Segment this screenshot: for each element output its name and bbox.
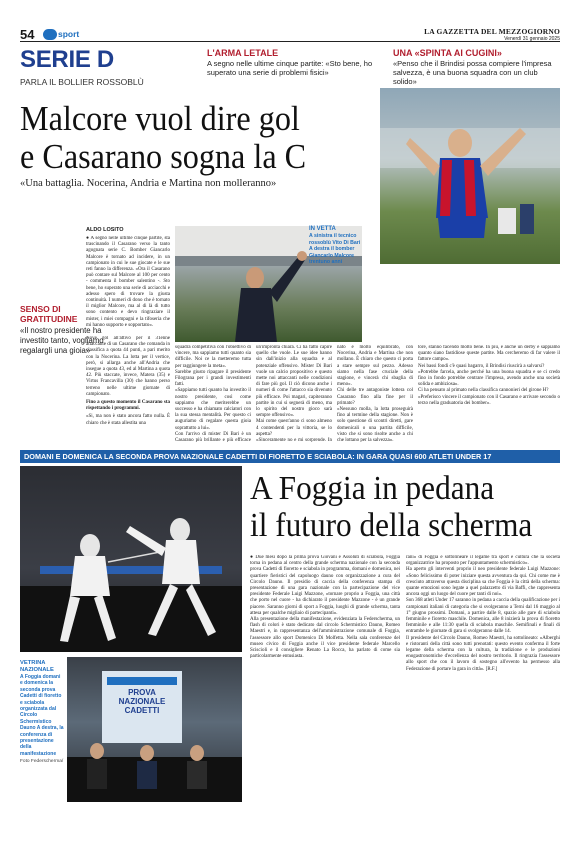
subheadline: «Una battaglia. Nocerina, Andria e Martina non molleranno» bbox=[20, 178, 277, 189]
article-col-1-question: Fino a questo momento il Casarano sta rispettando i programmi. bbox=[86, 400, 170, 412]
section-subtitle: PARLA IL BOLLIER ROSSOBLÙ bbox=[20, 77, 144, 87]
poster-line-1: PROVA bbox=[128, 688, 156, 697]
article-col-1-left bbox=[20, 394, 82, 446]
caption-box bbox=[309, 226, 361, 266]
fencing-caption-text: A Foggia domani e domenica la seconda prova Cadetti di fioretto e sciabola organizzata dal Circolo Schermistico Dauno A destra, la conferenza di presentazione della manifestazione bbox=[20, 674, 64, 757]
article-col-2-text: squadra competitiva con l'obiettivo di vincere, ma sappiamo tutti quanto sia difficile. Noi ce la metteremo tutta per raggiungere la meta». Sarebbe giusto ripagare il presidente Filograna per i grandi investimenti fatti. «Sappiamo tutti quanto ha investito il nostro presidente, così come sappiamo che meriterebbe un successo e ha chiamato calciatori con la sua stessa mentalità. Per questo ci auguriamo di regalare questa gioia soprattutto a lui». Con l'arrivo di mister Di Bari è un Casarano più brillante e più efficace bbox=[175, 345, 251, 443]
article-col-4 bbox=[337, 345, 413, 443]
fencing-headline bbox=[250, 470, 560, 544]
article-col-5 bbox=[418, 345, 560, 443]
section-label: sport bbox=[58, 29, 80, 39]
headline-line-2: e Casarano sogna la C bbox=[20, 137, 307, 176]
headline-line-1: Malcore vuol dire gol bbox=[20, 99, 300, 138]
photo-press-conference bbox=[67, 657, 242, 802]
fencing-col-2 bbox=[406, 555, 560, 805]
poster-line-3: CADETTI bbox=[124, 706, 160, 715]
article-col-1-text-d: «Si, ma non è stato ancora fatto nulla. È chiaro che è stata allestita una bbox=[86, 414, 170, 426]
quote-right-text: «Penso che il Brindisi possa compiere l'impresa salvezza, è una buona squadra con un club solido» bbox=[393, 59, 552, 86]
fencing-headline-line-2: il futuro della scherma bbox=[250, 507, 533, 544]
section-banner bbox=[20, 450, 560, 463]
quote-right-label: UNA «SPINTA AI CUGINI» bbox=[393, 48, 502, 58]
article-col-5-text: tore, stanno facendo molto bene. In più, è anche un derby e sappiamo quanto siano fastidiose queste partite. Ma cercheremo di far valere il fattore campo». Nei bassi fondi c'è quasi bagarro, il Brindisi riuscirà a salvarsi? «Potrebbe farcela, anche perché ha una buona squadra e se ci credo fino in fondo potrebbe centrare l'impresa, avendo anche una società solida e ambiziosa». Ci ha pensato al primato nella classifica cannonieri del girone H? «Preferisco vincere il campionato con il Casarano e arrivare secondo o terzo nella graduatoria dei bomber». bbox=[418, 345, 560, 406]
article-col-1-text-b: Nove gol all'attivo per il 31enne attaccante di un Casarano che comanda in classifica a quota 44 punti, a pari merito con la Nocerina. La lotta per il vertice, però, si allarga anche all'Andria che insegue a quota 43, ed al Martina a quota 42. Più staccate, invece, Matera (35) e Virtus Francavilla (30) che hanno perso terreno nelle ultime giornate di campionato. bbox=[86, 336, 170, 397]
article-col-2 bbox=[175, 345, 251, 443]
photo-fencing bbox=[20, 466, 242, 652]
article-col-3-text: un'impronta chiara. Ci ha fatto capire quello che vuole. Le sue idee hanno sin dall'inizio alla squadra e al potenziale offensivo. Mister Di Bari vuole un calcio propositivo e questo mette noi attaccanti nelle condizioni di fare più gol. Il ciò dicono anche i numeri di come l'attacco sia divenuto più efficace. Poi magari, capiteranno partite in cui si segnerà di meno, ma lo spirito del nostro gioco sarà sempre offensivo». Mai come quest'anno ci sono almeno 4 contendenti per la vittoria, se lo aspetta? «Sinceramente no e mi sorprende. In bbox=[256, 345, 332, 443]
quote-left-label: L'ARMA LETALE bbox=[207, 48, 279, 58]
section-title: SERIE D bbox=[20, 46, 114, 73]
quote-left-text: A segno nelle ultime cinque partite: «Sto bene, ho superato una serie di problemi fisici» bbox=[207, 59, 373, 77]
poster-text bbox=[111, 688, 173, 715]
fencing-headline-line-1: A Foggia in pedana bbox=[250, 470, 495, 507]
fencing-col-1-text: ● Due mesi dopo la prima prova Giovani e Assoluti di sciabola, Foggia torna in pedana al centro della grande scherma nazionale con la seconda prova Cadetti di fioretto e sciabola in programma, domani e domenica, nei quartiere fieristici del capoluogo dauno con organizzazione a cura del Circolo Dauno. Il presidio di caccia della conferenza stampa di presentazione di una gara nazionale con la partecipazione del vice presidente Federale Luigi Mazzone, «tornare proprio a Foggia, una città che porto nel cuore - ha dichiarato il presidente Mazzone - è un grande piacere. Saranno giorni di sport a Foggia, luoghi di grande scherma, tanta attesa per qualche migliaio di partecipanti». Alla presentazione della manifestazione, evidenziata la Federscherma, un flash di colori è stato dedicato dal circolo Schermistico Dauno, Romeo Maestri e, in rappresentanza dell'amministrazione comunale di Foggia, l'assessore allo sport Domenico Di Molfetta. Nella sala conferenze del museo civico di Foggia anche il vice presidente federale Marcello Sciscioli e il consigliere Renato La Rocca, ha parlato di come sia particolarmente entusiasta. bbox=[250, 555, 400, 660]
page-header bbox=[20, 28, 560, 42]
page-number: 54 bbox=[20, 27, 35, 42]
article-col-1-text-a: ● A segno nelle ultime cinque partite, sta trascinando il Casarano verso la tanto agognata serie C. Bomber Giancarlo Malcore è tornato ad incidere, in un campionato in cui le sue giocate e le sue reti fanno la differenza. «Ora il Casarano può contare sul Malcore al 100 per cento - commenta il bomber salentino -. Sto bene, ho superato una serie di acciacchi e adesso spero di trovare la giusta continuità. I numeri di dono che è tornato il miglior Malcore, ma al di là di tutto sono contento e devo ringraziare il mister, i miei compagni e la tifoseria che mi hanno supporto e sopportato». bbox=[86, 236, 170, 328]
fencing-caption bbox=[20, 660, 64, 765]
photo-malcore bbox=[380, 88, 560, 264]
gratitude-title: SENSO DI GRATITUDINE bbox=[20, 304, 78, 324]
page-date: Venerdì 31 gennaio 2025 bbox=[504, 35, 560, 42]
fencing-caption-label: VETRINA NAZIONALE bbox=[20, 660, 54, 673]
byline: ALDO LOSITO bbox=[86, 227, 124, 233]
fencing-photo-credit: Foto Federscherma/ bbox=[20, 759, 64, 765]
masthead: LA GAZZETTA DEL MEZZOGIORNO bbox=[424, 27, 560, 36]
caption-label: IN VETTA bbox=[309, 226, 336, 232]
gratitude-text: «Il nostro presidente ha investito tanto, vogliamo regalargli una gioia» bbox=[20, 326, 104, 355]
section-banner-text: DOMANI E DOMENICA LA SECONDA PROVA NAZIONALE CADETTI DI FIORETTO E SCIABOLA: IN GARA QUASI 600 ATLETI UNDER 17 bbox=[24, 452, 492, 461]
headline bbox=[20, 100, 360, 176]
fencing-col-1 bbox=[250, 555, 400, 805]
photo-press-conference-art bbox=[67, 657, 242, 802]
article-col-4-text: nato è molto equilibrato, con Nocerina, Andria e Martina che non mollano. È chiaro che questo ci porta a stare sempre sul pezzo. Adesso siamo nella fase cruciale della stagione, e vincerà chi sbaglia di meno». Chi delle tre antagoniste lottera col Casarano fino alla fine per il primato? «Nessuno molla, la lotta proseguirà fino al termine della stagione. Non è solo questione di scontri diretti, gare domenicali o una partita difficile, visto che si sono risolte anche a chi che lottano per la salvezza». bbox=[337, 345, 413, 443]
poster-line-2: NAZIONALE bbox=[118, 697, 166, 706]
section-badge bbox=[43, 29, 57, 40]
article-col-3 bbox=[256, 345, 332, 443]
photo-fencing-art bbox=[20, 466, 242, 652]
article-col-1-bottom bbox=[86, 336, 170, 446]
caption-text: A sinistra il tecnico rossoblù Vito Di Bari A destra il bomber Giancarlo Malcore trentuno anni bbox=[309, 233, 361, 266]
photo-malcore-art bbox=[380, 88, 560, 264]
fencing-col-2-text: rani» di Foggia e sottolineare il legame tra sport e cultura che la società organizzatrice ha proposto per l'appuntamento schermistico». Ha aperto gli interventi proprio il neo presidente federale Luigi Mazzone: «Sono felicissimo di poter iniziare questa avventura da qui. Chi come me è cresciuto attraverso questa disciplina sa che Foggia è la città della scherma: quante emozioni sono legate a quel palazzetto di via Baffi, che rappresenta ancora oggi un luogo del cuore per tanti di noi». Son 368 atleti Under 17 saranno in pedana a caccia della qualificazione per i campionati italiani di categoria che si svolgeranno a Terni dal 16 maggio al 1° giugno prossimi. Domani, a partire dalle 8, spazio alle gare di sciabola femminile e fioretto maschile. Domenica, alle 8 inizierà la prova di fioretto femminile e alle 11:30 quella di sciabola maschile. Semifinali e finali di entrambe le giornate di gara si svolgeranno dalle 14. Il presidente del Circolo Dauno, Romeo Maestri, ha sottolineato: «Alberghi e ristoranti della città sono tutti prenotati: questo evento conferma il forte legame della scherma con la cultura, la tradizione e le produzioni enogastronomiche d'eccellenza del nostro territorio. Il ringrazia l'assessore allo sport che con il lavoro di sostegno all'evento ha permesso alla Federazione di portare la gara in città». [R.F.] bbox=[406, 555, 560, 672]
